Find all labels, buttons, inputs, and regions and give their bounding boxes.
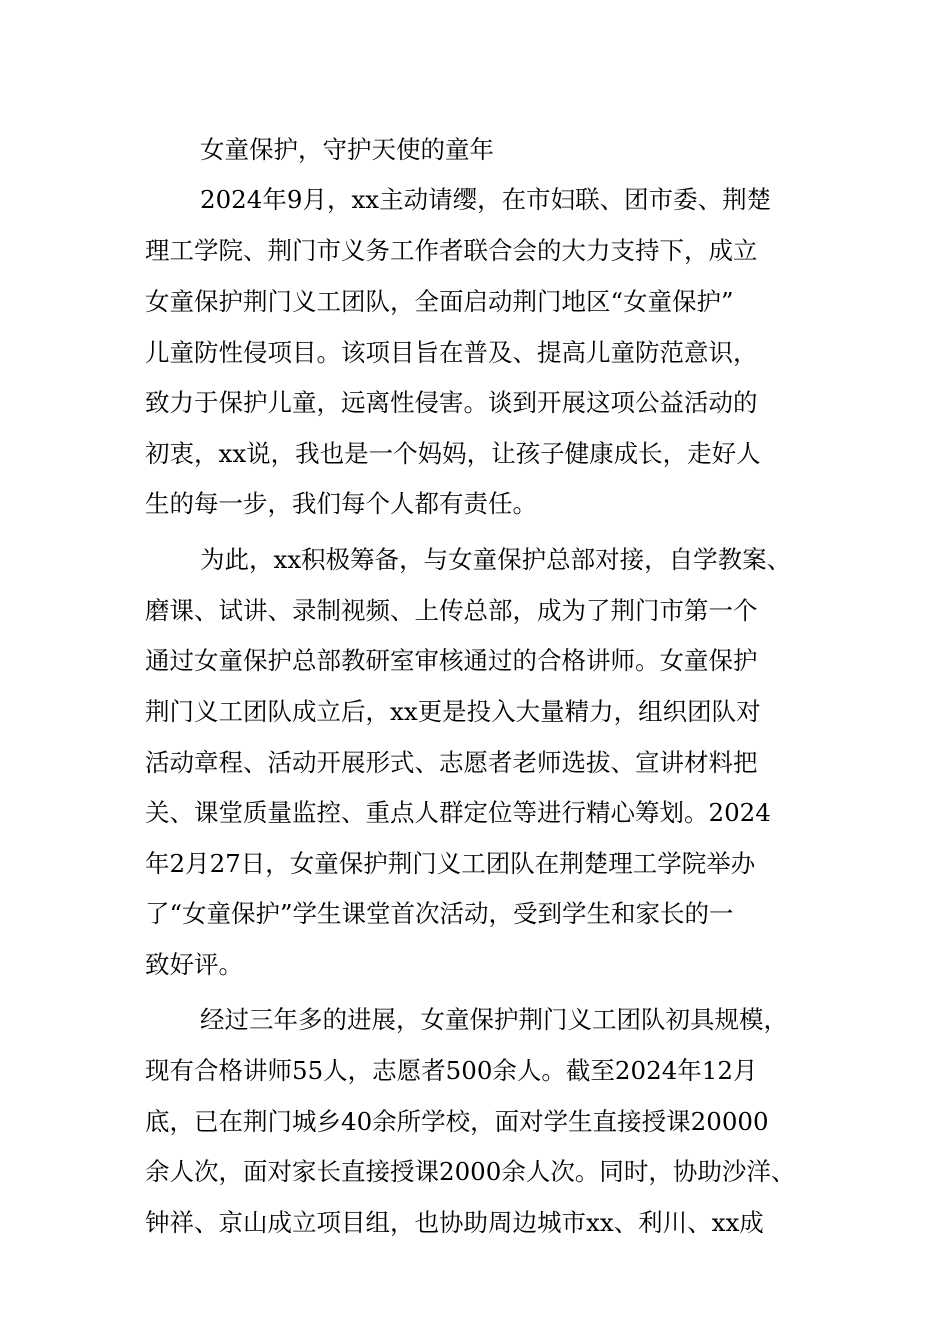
paragraph-1-line-5: 致力于保护儿童，远离性侵害。谈到开展这项公益活动的 xyxy=(145,388,758,417)
paragraph-2-line-1: 为此，xx积极筹备，与女童保护总部对接，自学教案、 xyxy=(200,545,792,574)
paragraph-2-line-3: 通过女童保护总部教研室审核通过的合格讲师。女童保护 xyxy=(145,646,758,675)
paragraph-2-line-2: 磨课、试讲、录制视频、上传总部，成为了荆门市第一个 xyxy=(145,596,758,625)
paragraph-2-line-7: 年2月27日，女童保护荆门义工团队在荆楚理工学院举办 xyxy=(145,849,756,878)
paragraph-1-line-3: 女童保护荆门义工团队，全面启动荆门地区“女童保护” xyxy=(145,287,734,316)
paragraph-2-line-4: 荆门义工团队成立后，xx更是投入大量精力，组织团队对 xyxy=(145,697,761,726)
paragraph-2-line-6: 关、课堂质量监控、重点人群定位等进行精心筹划。2024 xyxy=(145,798,771,827)
paragraph-2-line-5: 活动章程、活动开展形式、志愿者老师选拔、宣讲材料把 xyxy=(145,748,758,777)
paragraph-3-line-4: 余人次，面对家长直接授课2000余人次。同时，协助沙洋、 xyxy=(145,1157,796,1186)
paragraph-1-line-2: 理工学院、荆门市义务工作者联合会的大力支持下，成立 xyxy=(145,236,758,265)
paragraph-1-line-6: 初衷，xx说，我也是一个妈妈，让孩子健康成长，走好人 xyxy=(145,439,761,468)
paragraph-2-line-8: 了“女童保护”学生课堂首次活动，受到学生和家长的一 xyxy=(145,899,734,928)
paragraph-3-line-5: 钟祥、京山成立项目组，也协助周边城市xx、利川、xx成 xyxy=(145,1208,764,1237)
paragraph-3-line-2: 现有合格讲师55人，志愿者500余人。截至2024年12月 xyxy=(145,1056,758,1085)
paragraph-3-line-3: 底，已在荆门城乡40余所学校，面对学生直接授课20000 xyxy=(145,1107,769,1136)
paragraph-1-line-4: 儿童防性侵项目。该项目旨在普及、提高儿童防范意识， xyxy=(145,338,758,367)
paragraph-1-line-1: 2024年9月，xx主动请缨，在市妇联、团市委、荆楚 xyxy=(200,185,772,214)
paragraph-3-line-1: 经过三年多的进展，女童保护荆门义工团队初具规模， xyxy=(200,1005,788,1034)
paragraph-2-line-9: 致好评。 xyxy=(145,950,243,979)
document-title: 女童保护，守护天使的童年 xyxy=(200,135,494,164)
paragraph-1-line-7: 生的每一步，我们每个人都有责任。 xyxy=(145,489,537,518)
